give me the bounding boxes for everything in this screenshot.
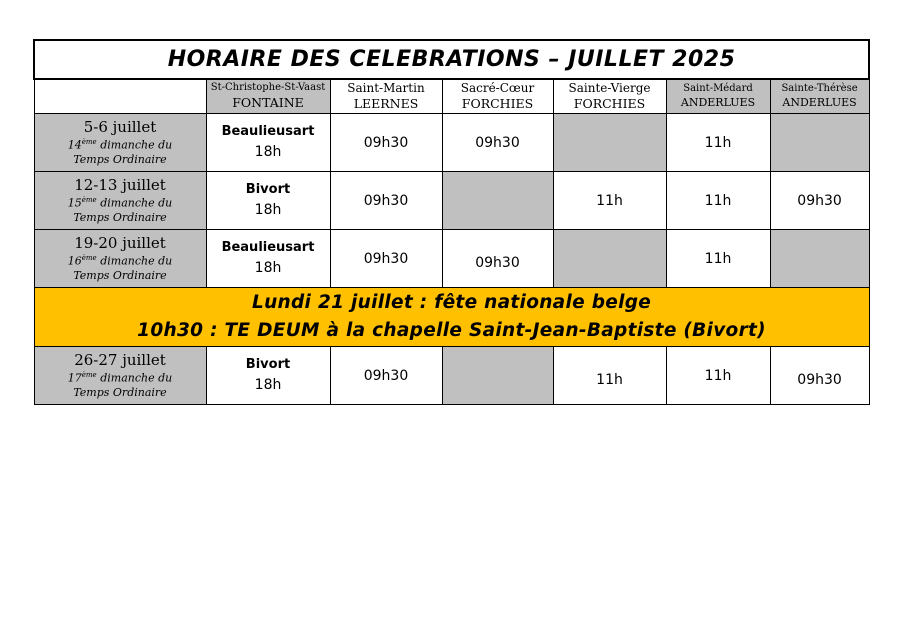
sunday-label: 17ème dimanche du: [67, 370, 173, 385]
no-mass-sainte-therese: [770, 230, 869, 288]
fontaine-place: Beaulieusart: [221, 239, 315, 255]
weekend-date-cell: [34, 347, 206, 405]
weekend-date-cell: [34, 172, 206, 230]
schedule-title: HORAIRE DES CELEBRATIONS – JUILLET 2025: [34, 40, 869, 79]
no-mass-sainte-vierge: [553, 230, 666, 288]
mass-time-saint-medard: 11h: [666, 114, 770, 172]
header-parish: Sacré-Cœur: [460, 81, 535, 96]
no-mass-sainte-therese: [770, 114, 869, 172]
fontaine-time: 18h: [254, 201, 282, 218]
fontaine-cell: [206, 230, 330, 288]
header-parish: Sainte-Thérèse: [781, 83, 858, 95]
no-mass-sainte-vierge: [553, 114, 666, 172]
liturgical-season: Temps Ordinaire: [73, 268, 167, 282]
mass-time-saint-medard: 11h: [666, 347, 770, 405]
mass-time-leernes: 09h30: [330, 230, 442, 288]
header-village: FORCHIES: [573, 96, 646, 112]
weekend-row: [34, 230, 869, 288]
weekend-dates: 12-13 juillet: [74, 176, 166, 195]
holiday-banner-line2: 10h30 : TE DEUM à la chapelle Saint-Jean-Baptiste (Bivort): [137, 320, 766, 341]
sunday-label: 14ème dimanche du: [67, 137, 173, 152]
header-sacre-coeur: [442, 79, 553, 114]
header-saint-medard: [666, 79, 770, 114]
header-village: ANDERLUES: [782, 95, 857, 109]
mass-time-sainte-vierge: 11h: [553, 347, 666, 405]
fontaine-time: 18h: [254, 376, 282, 393]
sunday-label: 15ème dimanche du: [67, 195, 173, 210]
header-sainte-vierge: [553, 79, 666, 114]
fontaine-cell: [206, 114, 330, 172]
header-parish: St-Christophe-St-Vaast: [210, 82, 326, 94]
fontaine-place: Beaulieusart: [221, 123, 315, 139]
header-parish: Saint-Martin: [347, 81, 425, 96]
liturgical-season: Temps Ordinaire: [73, 385, 167, 399]
weekend-date-cell: [34, 230, 206, 288]
mass-time-saint-medard: 11h: [666, 230, 770, 288]
sunday-label: 16ème dimanche du: [67, 253, 173, 268]
fontaine-cell: [206, 172, 330, 230]
holiday-banner-row: [34, 288, 869, 347]
header-parish: Saint-Médard: [683, 83, 753, 95]
header-village: FORCHIES: [461, 96, 534, 112]
fontaine-cell: [206, 347, 330, 405]
no-mass-sacre-coeur: [442, 172, 553, 230]
header-parish: Sainte-Vierge: [568, 81, 651, 96]
weekend-dates: 26-27 juillet: [74, 351, 166, 370]
header-village: LEERNES: [353, 96, 419, 112]
header-fontaine: [206, 79, 330, 114]
fontaine-time: 18h: [254, 143, 282, 160]
header-leernes: [330, 79, 442, 114]
fontaine-place: Bivort: [245, 181, 291, 197]
weekend-dates: 19-20 juillet: [74, 234, 166, 253]
mass-time-sainte-therese: 09h30: [770, 172, 869, 230]
weekend-row: [34, 347, 869, 405]
fontaine-place: Bivort: [245, 356, 291, 372]
mass-time-sacre-coeur: 09h30: [442, 114, 553, 172]
weekend-row: [34, 172, 869, 230]
header-village: FONTAINE: [232, 94, 304, 110]
fontaine-time: 18h: [254, 259, 282, 276]
mass-time-sainte-therese: 09h30: [770, 347, 869, 405]
mass-time-saint-medard: 11h: [666, 172, 770, 230]
holiday-banner: [34, 288, 869, 347]
header-village: ANDERLUES: [680, 95, 756, 109]
weekend-date-cell: [34, 114, 206, 172]
mass-time-sainte-vierge: 11h: [553, 172, 666, 230]
liturgical-season: Temps Ordinaire: [73, 210, 167, 224]
holiday-banner-line1: Lundi 21 juillet : fête nationale belge: [251, 292, 652, 314]
header-sainte-therese: [770, 79, 869, 114]
weekend-row: [34, 114, 869, 172]
liturgical-season: Temps Ordinaire: [73, 152, 167, 166]
mass-time-sacre-coeur: 09h30: [442, 230, 553, 288]
no-mass-sacre-coeur: [442, 347, 553, 405]
header-corner: [34, 79, 206, 114]
schedule-table: [33, 39, 870, 405]
column-header-row: [34, 79, 869, 114]
mass-time-leernes: 09h30: [330, 347, 442, 405]
weekend-dates: 5-6 juillet: [83, 118, 157, 137]
mass-time-leernes: 09h30: [330, 114, 442, 172]
mass-time-leernes: 09h30: [330, 172, 442, 230]
